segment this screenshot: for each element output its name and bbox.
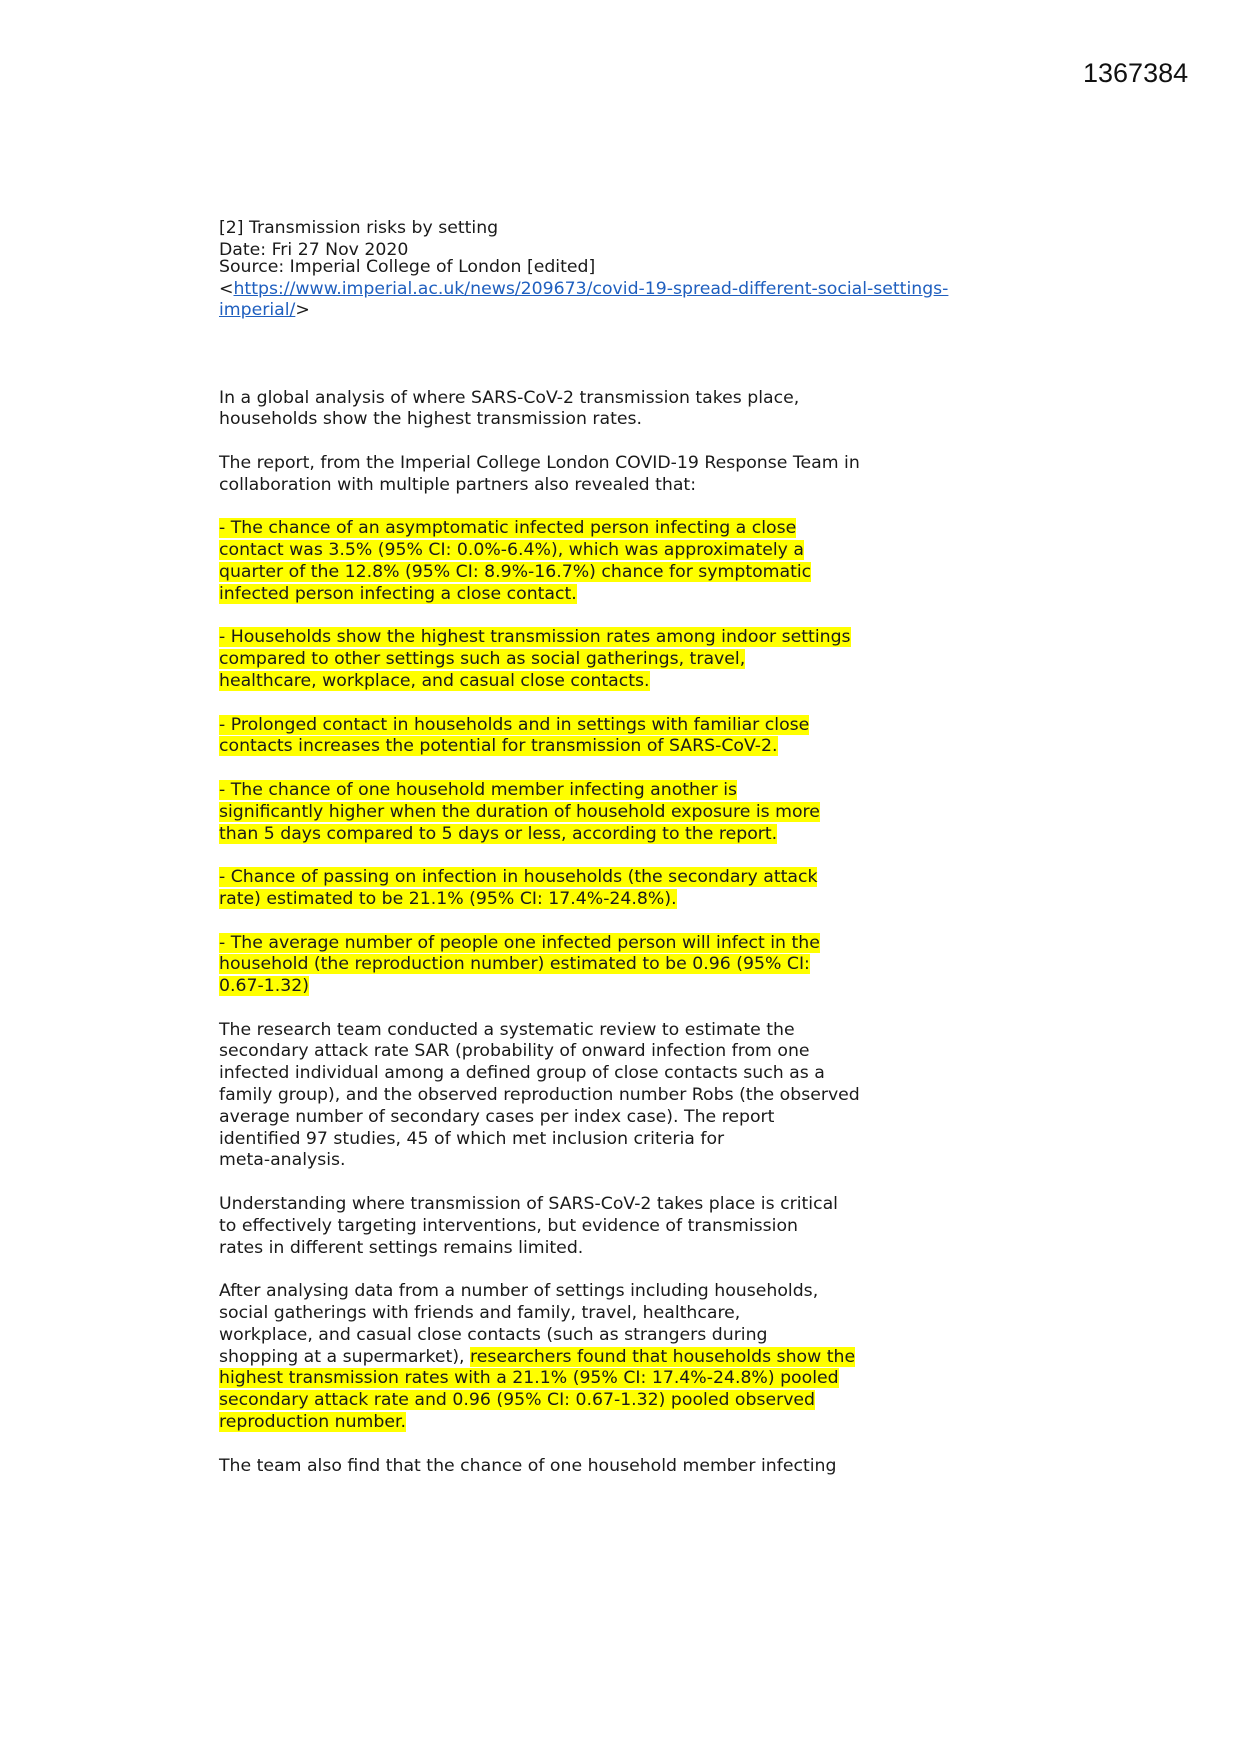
paragraph-understanding: Understanding where transmission of SARS-CoV-2 takes place is critical to effectively targeting interventions, but evidence of transmission rates in different settings remains limited. (219, 1194, 838, 1258)
source-url-line-2: imperial/> (219, 300, 310, 321)
paragraph-report: The report, from the Imperial College London COVID-19 Response Team in collaboration with multiple partners also revealed that: (219, 452, 860, 495)
paragraph-analysing-data: After analysing data from a number of settings including households, social gatherings with friends and family, travel, healthcare, workplace, and casual close contacts (such as strangers during shopping at a supermarket), researchers found that households show the highest transmission rates with a 21.1% (95% CI: 17.4%-24.8%) pooled secondary attack rate and 0.96 (95% CI: 0.67-1.32) pooled observed reproduction number. (219, 1281, 856, 1433)
bullet-asymptomatic: - The chance of an asymptomatic infected person infecting a close contact was 3.5% (95% CI: 0.0%-6.4%), which was approximately a quarter of the 12.8% (95% CI: 8.9%-16.7%) chance for symptomatic infected person infecting a close contact. (219, 518, 812, 604)
paragraph-systematic-review: The research team conducted a systematic review to estimate the secondary attack rate SAR (probability of onward infection from one infected individual among a defined group of close contacts such as a family group), and the observed reproduction number Robs (the observed average number of secondary cases per index case). The report identified 97 studies, 45 of which met inclusion criteria for meta-analysis. (219, 1019, 860, 1171)
paragraph-team-findings: The team also find that the chance of one household member infecting (219, 1455, 837, 1476)
bullet-secondary-attack-rate: - Chance of passing on infection in households (the secondary attack rate) estimated to be 21.1% (95% CI: 17.4%-24.8%). (219, 867, 818, 909)
spacer (219, 344, 1019, 388)
bullet-reproduction-number: - The average number of people one infected person will infect in the household (the reproduction number) estimated to be 0.96 (95% CI: 0.67-1.32) (219, 932, 820, 997)
document-body (219, 218, 1019, 1499)
document-id: 1367384 (1083, 58, 1189, 88)
paragraph-intro: In a global analysis of where SARS-CoV-2 transmission takes place, households show the highest transmission rates. (219, 387, 800, 430)
document-header (219, 218, 1019, 322)
document-title: [2] Transmission risks by setting (219, 218, 499, 238)
source-url-line-1: <https://www.imperial.ac.uk/news/209673/covid-19-spread-different-social-settings- (219, 278, 949, 299)
document-date: Date: Fri 27 Nov 2020 (219, 239, 409, 257)
source-link-continued[interactable]: imperial/ (219, 300, 296, 321)
source-link[interactable]: https://www.imperial.ac.uk/news/209673/covid-19-spread-different-social-settings- (233, 278, 949, 299)
document-source: Source: Imperial College of London [edited] (219, 256, 596, 277)
bullet-prolonged-contact: - Prolonged contact in households and in settings with familiar close contacts increases the potential for transmission of SARS-CoV-2. (219, 714, 810, 757)
bullet-households-highest: - Households show the highest transmission rates among indoor settings compared to other settings such as social gatherings, travel, healthcare, workplace, and casual close contacts. (219, 627, 851, 691)
bullet-exposure-duration: - The chance of one household member infecting another is significantly higher when the duration of household exposure is more than 5 days compared to 5 days or less, according to the report. (219, 779, 820, 844)
